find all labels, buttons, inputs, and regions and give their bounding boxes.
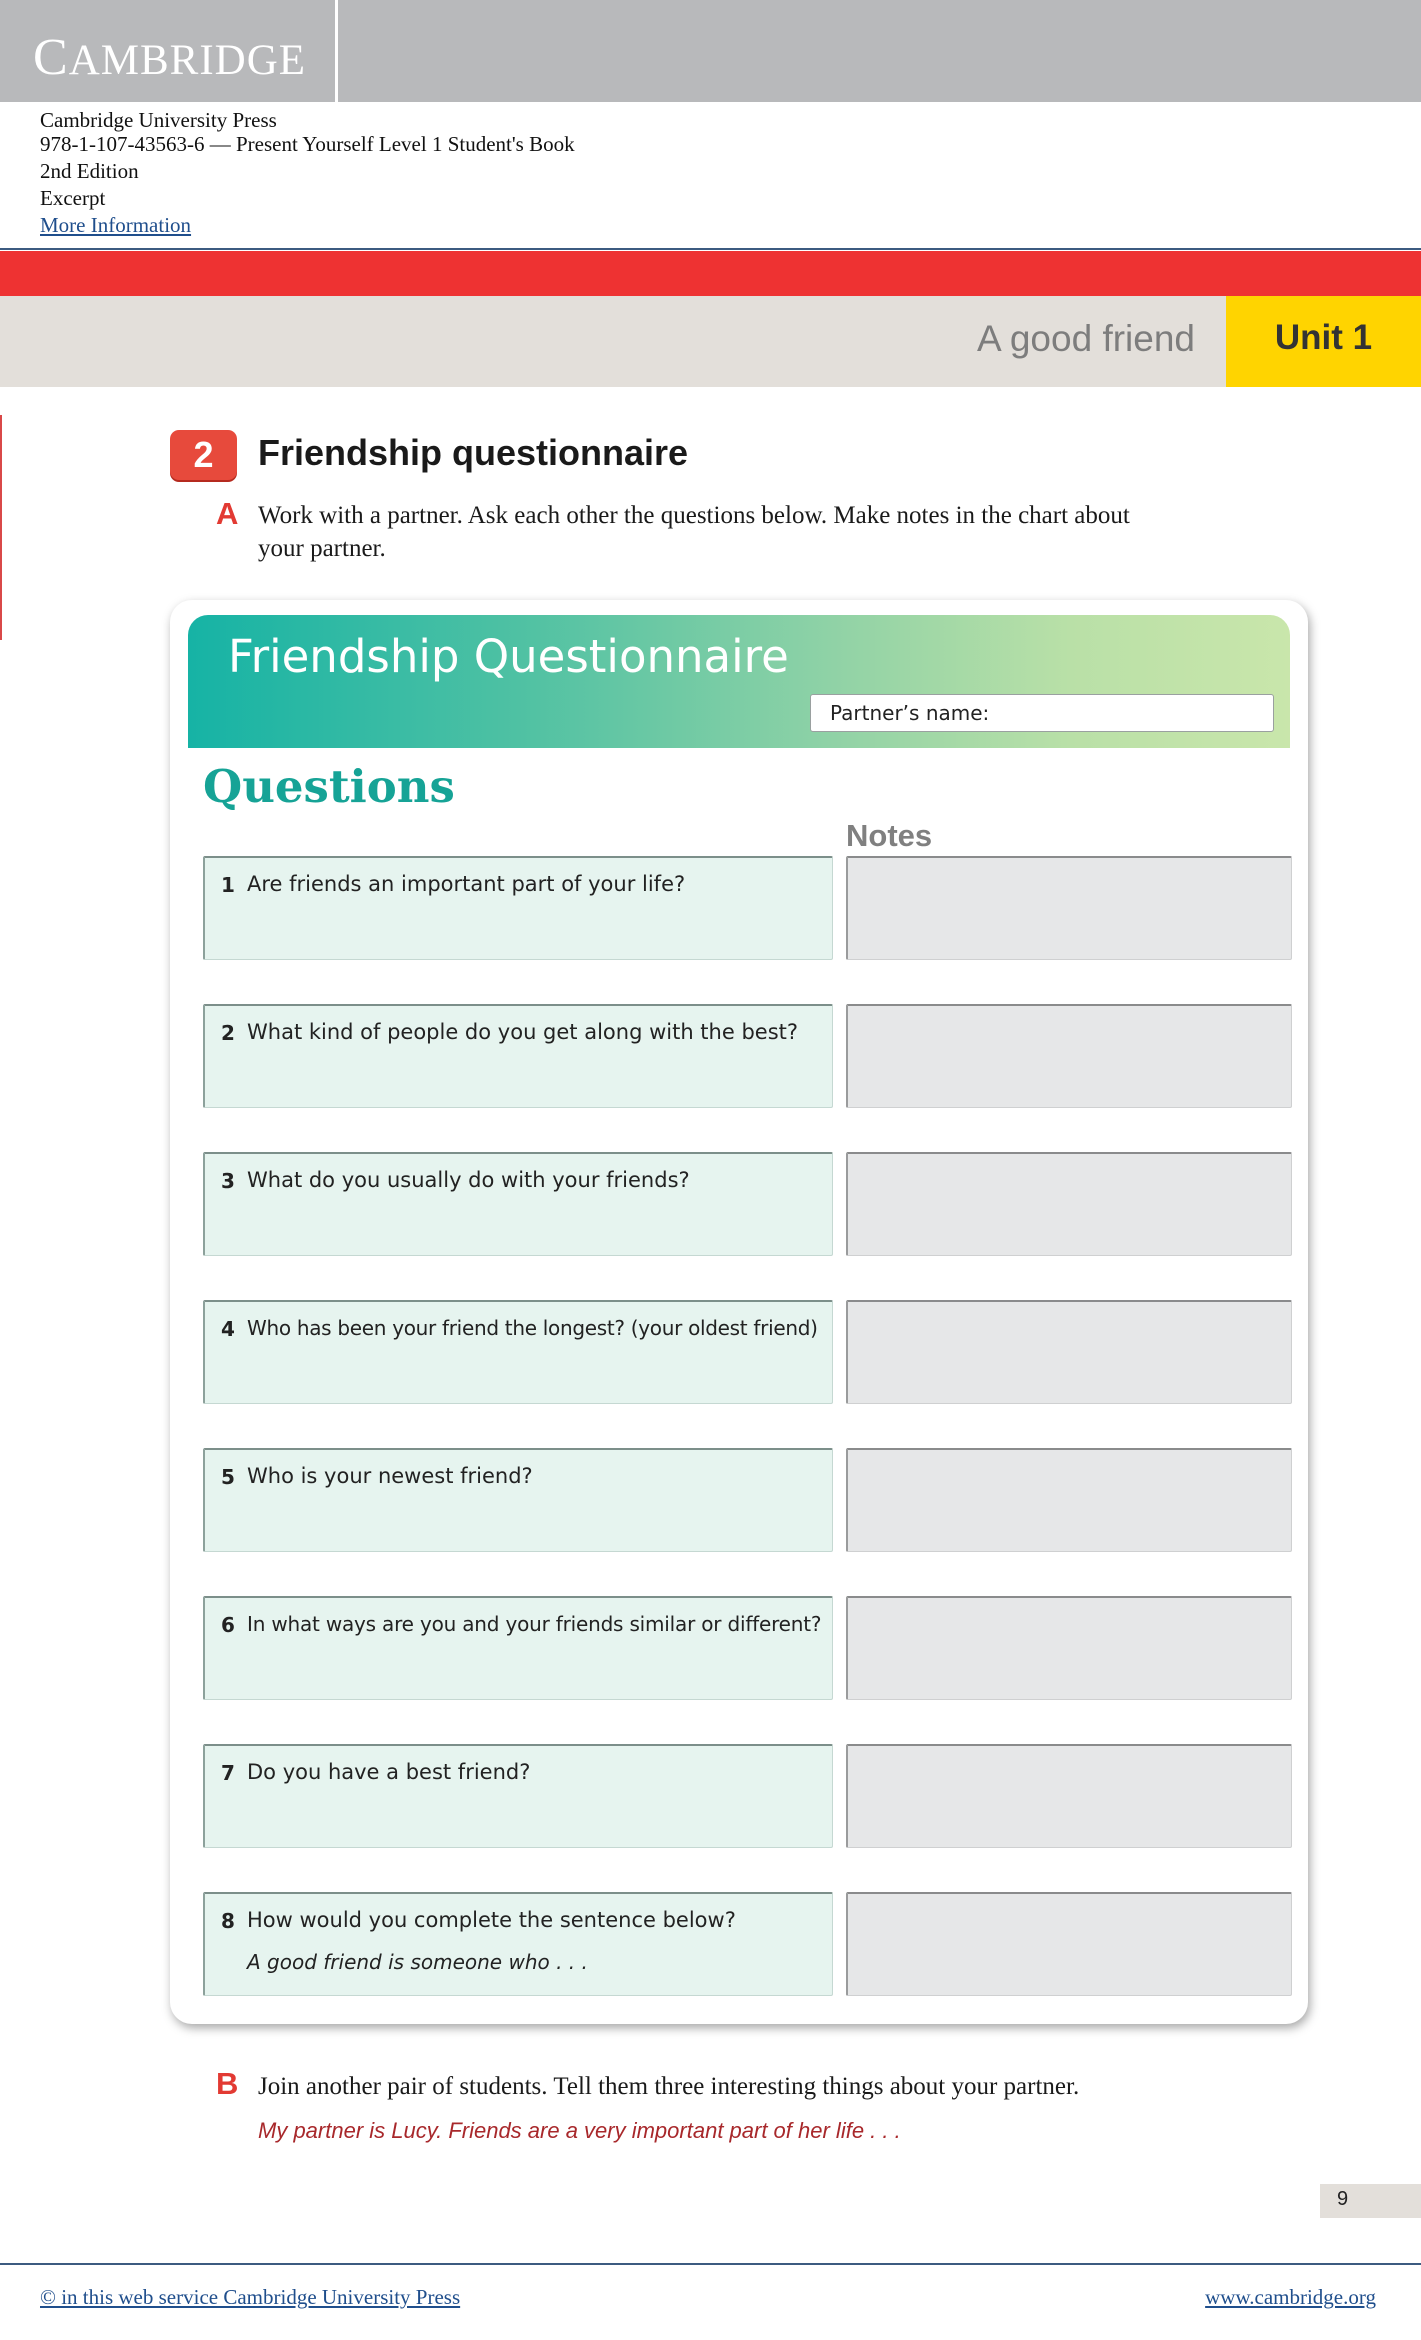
website-link[interactable]: www.cambridge.org (1205, 2285, 1376, 2309)
sentence-prompt: A good friend is someone who . . . (247, 1950, 588, 1974)
unit-label: Unit 1 (1274, 318, 1373, 357)
question-row-7 (203, 1744, 833, 1848)
question-number: 1 (221, 873, 235, 897)
header-divider (0, 248, 1421, 250)
notes-field-3[interactable] (846, 1152, 1292, 1256)
notes-field-5[interactable] (846, 1448, 1292, 1552)
questions-heading: Questions (203, 760, 455, 813)
side-margin-mark (0, 415, 2, 640)
questionnaire-title: Friendship Questionnaire (228, 630, 789, 683)
question-row-5 (203, 1448, 833, 1552)
excerpt-line: Excerpt (40, 186, 106, 210)
notes-field-7[interactable] (846, 1744, 1292, 1848)
part-a-instruction (258, 499, 1130, 565)
notes-heading: Notes (846, 818, 933, 853)
logo-rest: AMBRIDGE (68, 37, 307, 84)
notes-field-8[interactable] (846, 1892, 1292, 1996)
partner-name-label: Partner’s name: (830, 701, 990, 725)
question-text: Are friends an important part of your life? (247, 872, 686, 896)
more-information-link[interactable]: More Information (40, 213, 192, 237)
part-b-instruction: Join another pair of students. Tell them three interesting things about your partner. (258, 2073, 1080, 2100)
part-b-letter: B (216, 2066, 239, 2101)
part-a-instruction-line1: Work with a partner. Ask each other the questions below. Make notes in the chart about (258, 502, 1130, 529)
publisher-line: Cambridge University Press (40, 108, 277, 132)
part-b-example: My partner is Lucy. Friends are a very important part of her life . . . (258, 2118, 901, 2143)
question-number: 6 (221, 1613, 235, 1637)
exercise-title: Friendship questionnaire (258, 432, 689, 473)
question-row-2 (203, 1004, 833, 1108)
question-number: 4 (221, 1317, 235, 1341)
question-row-8 (203, 1892, 833, 1996)
question-text: Who has been your friend the longest? (your oldest friend) (247, 1316, 818, 1340)
red-band (0, 251, 1421, 296)
question-text: How would you complete the sentence below? (247, 1908, 736, 1932)
question-row-3 (203, 1152, 833, 1256)
unit-title: A good friend (976, 318, 1195, 359)
question-number: 3 (221, 1169, 235, 1193)
notes-field-4[interactable] (846, 1300, 1292, 1404)
question-text: In what ways are you and your friends similar or different? (247, 1612, 822, 1636)
question-number: 5 (221, 1465, 235, 1489)
question-row-4 (203, 1300, 833, 1404)
question-text: Who is your newest friend? (247, 1464, 533, 1488)
question-row-1 (203, 856, 833, 960)
question-text: What kind of people do you get along with the best? (247, 1020, 799, 1044)
notes-field-1[interactable] (846, 856, 1292, 960)
more-info-line (40, 213, 191, 238)
footer-divider (0, 2263, 1421, 2265)
question-number: 8 (221, 1909, 235, 1933)
question-text: Do you have a best friend? (247, 1760, 531, 1784)
notes-field-2[interactable] (846, 1004, 1292, 1108)
isbn-title-line: 978-1-107-43563-6 — Present Yourself Level 1 Student's Book (40, 132, 575, 156)
question-number: 2 (221, 1021, 235, 1045)
question-text: What do you usually do with your friends? (247, 1168, 690, 1192)
cambridge-logo[interactable] (33, 28, 306, 87)
edition-line: 2nd Edition (40, 159, 139, 183)
part-a-instruction-line2: your partner. (258, 535, 386, 562)
notes-field-6[interactable] (846, 1596, 1292, 1700)
question-row-6 (203, 1596, 833, 1700)
question-number: 7 (221, 1761, 235, 1785)
exercise-number-badge: 2 (170, 430, 237, 480)
part-a-letter: A (216, 496, 239, 531)
page-number: 9 (1336, 2188, 1349, 2210)
copyright-link[interactable]: © in this web service Cambridge University Press (40, 2285, 461, 2309)
logo-initial: C (33, 29, 69, 86)
